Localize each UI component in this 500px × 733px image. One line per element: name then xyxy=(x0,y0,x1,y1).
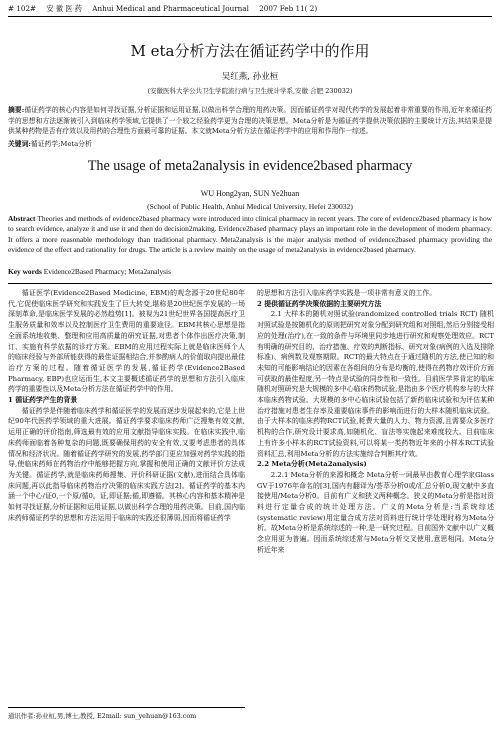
abstract-en-text: Theories and methods of evidence2based pharmacy were introduced into clinical pharmacy in recent years. The core of evidence2based pharmacy is how to search evidence, analyze it and use it and then do decision2making. Evidence2based pharmacy plays an important role in the development of modern pharmacy. It offers a more reasonable methodology than traditional pharmacy. Meta2analysis is the major analysis method of evidence2based pharmacy providing the evidence of the effect and rationality for drugs. The article is a review mainly on the usage of meta2analysis in evidence2based pharmacy. xyxy=(8,214,492,254)
article-title-en: The usage of meta2analysis in evidence2based pharmacy xyxy=(87,158,413,174)
journal-name-cn: 安 徽 医 药 xyxy=(46,4,82,13)
abstract-cn-text: 循证药学的核心内容是如何寻找证据,分析证据和运用证据,以做出科学合理的用药决策。因而循证药学对现代药学的发展起着非常重要的作用,近年来循证药学的思想和方法逐渐被引入到临床药学领域,它提供了一个较之经验药学更为合理的决策思想。Meta分析是为循证药学提供决策依据的主要统计方法,其结果是提供某种药物是否有疗效以及用药的合理性方面最可靠的证据。本文就Meta分析方法在循证药学中的应用和作用作一综述。 xyxy=(8,106,492,136)
body-column-left xyxy=(8,288,245,523)
section-rule xyxy=(8,283,492,284)
abstract-en xyxy=(8,214,492,255)
corresponding-author-footnote: 通讯作者:孙业桓,男,博士,教授, E2mail: sun_yehuan@163.com xyxy=(8,707,245,720)
journal-name-en: Anhui Medical and Pharmaceutical Journal xyxy=(92,4,249,13)
abstract-cn-label: 摘要: xyxy=(8,106,25,114)
section-2-2-1-paragraph: 2.2.1 Meta分析的来源和概念 Meta分析一词最早由教育心理学家Glass GV于1976年命名的[3],国内有翻译为/荟萃分析0或/汇总分析0,现文献中多直接使用/Meta分析0。目前有广义和狭义两种概念。狭义的Meta分析是指对资料进行定量合成的统计处理方法。广义的Meta分析是:当系统综述(systematic review)用定量合成方法对资料进行统计学处理时称为Meta分析。故Meta分析是系统综述的一种,是一研究过程。目前国外文献中以广义概念应用更为普遍。因而系统综述常与Meta分析交叉使用,意思相同。Meta分析近年来 xyxy=(257,470,494,554)
journal-issue: 2007 Feb 11( 2) xyxy=(259,4,318,13)
body-column-right xyxy=(257,288,494,556)
affiliation-cn: (安徽医科大学公共卫生学院流行病与卫生统计学系,安徽 合肥 230032) xyxy=(147,87,353,95)
authors-cn: 吴红燕, 孙业桓 xyxy=(221,72,279,82)
affiliation-en: (School of Public Health, Anhui Medical University, Hefei 230032) xyxy=(147,202,353,211)
keywords-en-label: Key words xyxy=(8,267,42,276)
abstract-en-label: Abstract xyxy=(8,214,36,223)
keywords-cn-label: 关键词: xyxy=(8,140,31,148)
article-title-cn: M eta分析方法在循证药学中的作用 xyxy=(130,42,370,60)
abstract-cn xyxy=(8,105,492,137)
keywords-en-text: Evidence2Based Pharmacy; Meta2analysis xyxy=(43,267,171,276)
section-heading-2: 2 提供循证药学决策依据的主要研究方法 xyxy=(257,299,382,308)
intro-paragraph: 循证医学(Evidence2Based Medicine, EBM)的观念源于20世纪80年代,它促使临床医学研究和实践发生了巨大转变,堪称是20世纪医学发展的一场深刻革命,是临床医学发展的必然趋势[1]。被视为21世纪世界各国提高医疗卫生服务质量和效率以及控制医疗卫生费用的重要途径。EBM其核心思想是指全面系统地收集、整理和应用高质量的研究证据,对患者个体作出医疗决策,制订、实施有科学依据的诊疗方案。EBM的应用过程实际上就是临床医师个人的临床经验与外部所能获得的最佳证据相结合,并参酌病人的价值取向提出最佳治疗方案的过程。随着循证医学的发展,循证药学(Evidence2Based Pharmacy, EBP)也应运而生,本文主要概述循证药学的思想和方法引入临床药学的重要性以及Meta分析方法在循证药学中的作用。 xyxy=(8,289,245,394)
running-header xyxy=(8,4,492,14)
section-heading-1: 1 循证药学产生的背景 xyxy=(8,396,78,405)
authors-en: WU Hong2yan, SUN Ye2huan xyxy=(200,189,300,198)
header-rule xyxy=(8,16,492,17)
section-heading-2-2: 2.2 Meta分析(Meta2analysis) xyxy=(257,460,367,469)
page-number: # 102# xyxy=(8,4,37,13)
continued-paragraph: 的思想和方法引入临床药学实践是一项非常有意义的工作。 xyxy=(257,289,437,297)
section-2-1-paragraph: 2.1 大样本的随机对照试验(randomized controlled trials RCT) 随机对照试验是按随机化的原则把研究对象分配到研究组和对照组,然后分别接受相应的处理(治疗),在一致的条件与环境里同步地进行研究和观察处理效应。RCT有明确的研究目的、治疗措施、疗效的判断指标、研究对象(病例的入选及排除标准)、病例数及观察期限。RCT的最大特点在于通过随机的方法,使已知的和未知的可能影响结论的因素在各组间的分布是均衡的,使得在药物疗效评价方面可获取的最佳程度,另一特点是试验的同步性和一致性。目前医学界肯定的临床随机对照研究是大规模的多中心临床药物试验,是指由多个医疗机构参与的大样本临床药物试验。大规模的多中心临床试验包括了新药临床试验和为评估某种治疗措施对患者生存率及重要临床事件的影响而进行的大样本随机临床试验。由于大样本的临床药物RCT试验,耗费大量的人力、物力资源,且需要众多医疗机构的合作,研究设计要求高,如随机化、盲法等实施起来难度较大。目前临床上有许多小样本的RCT试验资料,可以将某一类药物近年来的小样本RCT试验资料汇总,利用Meta分析的方法实施综合判断其疗效。 xyxy=(257,310,494,458)
keywords-cn xyxy=(8,139,492,149)
keywords-en xyxy=(8,267,492,277)
keywords-cn-text: 循证药学;Meta分析 xyxy=(30,140,92,148)
section-1-paragraph: 循证药学是伴随着临床药学和循证医学的发展而逐步发展起来的,它是上世纪90年代医药学领域的重大进展。循证药学要求临床药师广泛搜集有效文献,运用正确的评价指南,筛选最有效的应用文献指导临床实践。在临床实践中,临床药师面临着各种复杂的问题,既要确保用药的安全有效,又要考虑患者的具体情况和经济状况。随着循证药学研究的发展,药学部门更应加强对药学实践的指导,使临床药师在药物治疗中能够把握方向,掌握和使用正确的文献评价方法成为关键。循证药学,就是临床药师搜集、评价科研证据(文献),进而结合具体临床问题,再以此指导临床药物治疗决策的临床实践方法[2]。循证药学的基本内涵一个中心/证0,一个原/循0。证,即证据;循,即遵循。其核心内容和基本精神是如何寻找证据,分析证据和运用证据,以做出科学合理的用药决策。目前,国内临床药师循证药学的思想和方法运用于临床的实践还很薄弱,因而将循证药学 xyxy=(8,406,245,522)
